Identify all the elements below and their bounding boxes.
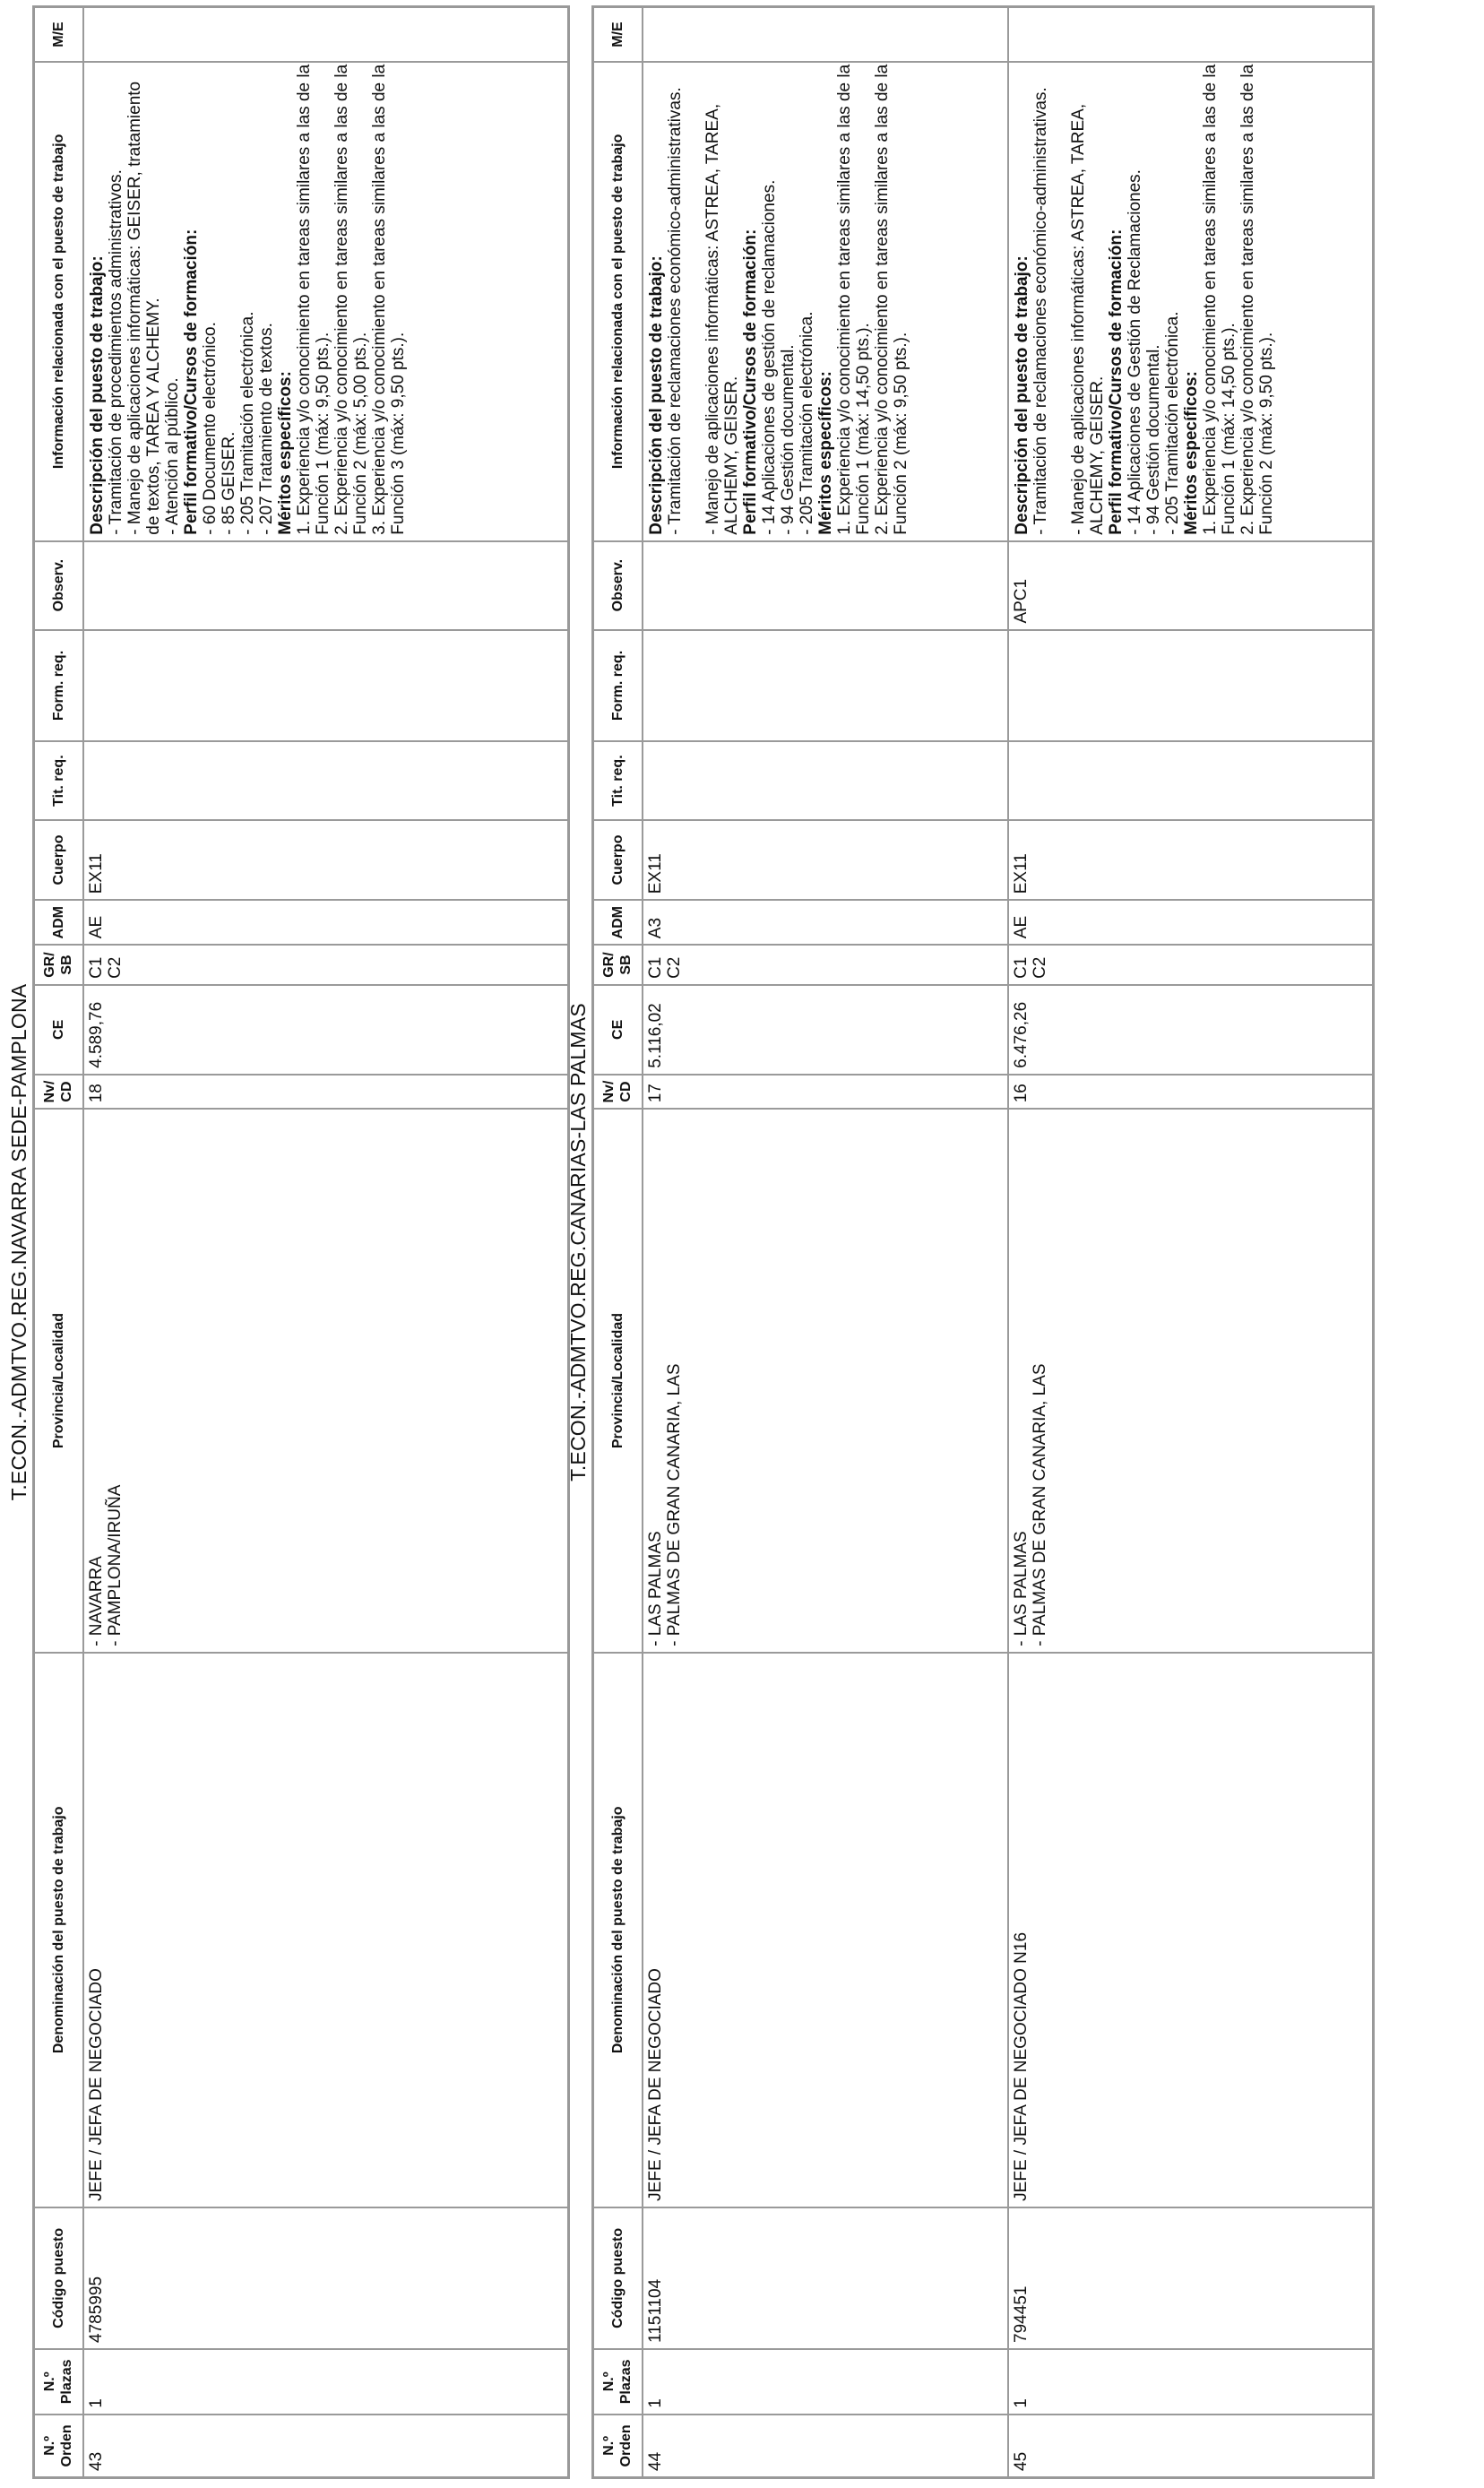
info-line: - 85 GEISER. (219, 431, 238, 535)
me-cell (83, 7, 569, 62)
info-line: - 60 Documento electrónico. (200, 322, 220, 535)
positions-table (591, 5, 1375, 2479)
header-cuerpo: Cuerpo (593, 820, 643, 900)
gr-sb-cell (643, 945, 1008, 985)
header-info: Información relacionada con el puesto de trabajo (34, 62, 83, 541)
provincia-text: - LAS PALMAS (1011, 1531, 1031, 1646)
info-line: - 94 Gestión documental. (1143, 344, 1163, 535)
nivel-cell: 16 (1008, 1075, 1374, 1109)
plazas-cell: 1 (83, 2349, 569, 2415)
plazas-cell: 1 (643, 2349, 1008, 2415)
info-line: Función 2 (máx: 5,00 pts.). (350, 332, 370, 535)
info-line: - 94 Gestión documental. (778, 344, 798, 535)
form-cell (1008, 630, 1374, 742)
me-cell (1008, 7, 1374, 62)
header-orden: N.º Orden (34, 2415, 83, 2478)
nivel-cell: 18 (83, 1075, 569, 1109)
info-line: Función 1 (máx: 14,50 pts.). (1219, 323, 1238, 535)
info-line: 2. Experiencia y/o conocimiento en tareas similares a las de la (872, 64, 892, 535)
info-heading: Perfil formativo/Cursos de formación: (1106, 229, 1126, 535)
table-row (643, 7, 1008, 2478)
info-line: 2. Experiencia y/o conocimiento en tareas similares a las de la (1238, 64, 1257, 535)
info-heading: Descripción del puesto de trabajo: (87, 255, 107, 535)
header-plazas: N.º Plazas (593, 2349, 643, 2415)
header-form: Form. req. (593, 630, 643, 742)
info-cell (643, 62, 1008, 541)
section-title: T.ECON.-ADMTVO.REG.NAVARRA SEDE-PAMPLONA (7, 983, 30, 1501)
header-codigo: Código puesto (593, 2207, 643, 2349)
codigo-cell: 794451 (1008, 2207, 1374, 2349)
info-line: - 14 Aplicaciones de gestión de reclamaciones. (759, 179, 779, 535)
form-cell (643, 630, 1008, 742)
adm-cell: A3 (643, 900, 1008, 945)
info-heading: Perfil formativo/Cursos de formación: (740, 229, 760, 535)
sb-text: C2 (105, 956, 125, 979)
ce-cell: 5.116,02 (643, 985, 1008, 1075)
gr-sb-cell (83, 945, 569, 985)
info-cell (1008, 62, 1374, 541)
info-line: - Manejo de aplicaciones informáticas: ASTREA, TAREA, (703, 103, 722, 535)
nivel-cell: 17 (643, 1075, 1008, 1109)
table-header-row (593, 7, 643, 2478)
positions-table (32, 5, 570, 2479)
info-line: - Atención al público. (162, 377, 182, 535)
header-me: M/E (34, 7, 83, 62)
header-denominacion: Denominación del puesto de trabajo (593, 1653, 643, 2207)
info-line: - 205 Tramitación electrónica. (237, 311, 257, 535)
orden-cell: 43 (83, 2415, 569, 2478)
info-line: - Manejo de aplicaciones informáticas: GEISER, tratamiento (125, 81, 144, 535)
info-line: de textos, TAREA Y ALCHEMY. (143, 298, 163, 535)
info-heading: Descripción del puesto de trabajo: (1012, 255, 1031, 535)
info-heading: Méritos específicos: (815, 371, 835, 535)
observ-cell (83, 541, 569, 630)
ce-cell: 4.589,76 (83, 985, 569, 1075)
header-provincia: Provincia/Localidad (593, 1109, 643, 1653)
header-ce: CE (593, 985, 643, 1075)
info-line: 3. Experiencia y/o conocimiento en tareas similares a las de la (369, 64, 389, 535)
observ-cell (643, 541, 1008, 630)
orden-cell: 44 (643, 2415, 1008, 2478)
me-cell (643, 7, 1008, 62)
info-line: ALCHEMY, GEISER. (721, 376, 741, 535)
info-line: - Tramitación de reclamaciones económico-administrativas. (1031, 87, 1050, 535)
codigo-cell: 1151104 (643, 2207, 1008, 2349)
section-title: T.ECON.-ADMTVO.REG.CANARIAS-LAS PALMAS (566, 1003, 590, 1482)
info-line: - 14 Aplicaciones de Gestión de Reclamaciones. (1125, 169, 1144, 535)
info-line: - Tramitación de reclamaciones económico-administrativas. (665, 87, 685, 535)
provincia-text: - NAVARRA (86, 1556, 106, 1646)
header-info: Información relacionada con el puesto de trabajo (593, 62, 643, 541)
header-adm: ADM (34, 900, 83, 945)
cuerpo-cell: EX11 (1008, 820, 1374, 900)
gr-text: C1 (1011, 956, 1031, 979)
header-ce: CE (34, 985, 83, 1075)
header-plazas: N.º Plazas (34, 2349, 83, 2415)
denominacion-cell: JEFE / JEFA DE NEGOCIADO (83, 1653, 569, 2207)
tit-cell (643, 741, 1008, 819)
info-line: ALCHEMY, GEISER. (1087, 376, 1107, 535)
tit-cell (83, 741, 569, 819)
header-provincia: Provincia/Localidad (34, 1109, 83, 1653)
info-line: Función 2 (máx: 9,50 pts.). (891, 332, 910, 535)
provincia-text: - LAS PALMAS (645, 1531, 665, 1646)
header-gr-sb: GR/ SB (34, 945, 83, 985)
header-nivel: Nv/ CD (593, 1075, 643, 1109)
info-heading: Perfil formativo/Cursos de formación: (181, 229, 201, 535)
ce-cell: 6.476,26 (1008, 985, 1374, 1075)
header-codigo: Código puesto (34, 2207, 83, 2349)
header-orden: N.º Orden (593, 2415, 643, 2478)
provincia-cell (83, 1109, 569, 1653)
adm-cell: AE (83, 900, 569, 945)
info-heading: Méritos específicos: (1181, 371, 1201, 535)
info-line: - 207 Tratamiento de textos. (256, 323, 276, 535)
gr-sb-cell (1008, 945, 1374, 985)
form-cell (83, 630, 569, 742)
info-line: - Tramitación de procedimientos administrativos. (106, 169, 125, 535)
denominacion-cell: JEFE / JEFA DE NEGOCIADO N16 (1008, 1653, 1374, 2207)
denominacion-cell: JEFE / JEFA DE NEGOCIADO (643, 1653, 1008, 2207)
info-line: Función 1 (máx: 14,50 pts.). (853, 323, 873, 535)
info-line: - Manejo de aplicaciones informáticas: ASTREA, TAREA, (1068, 103, 1088, 535)
orden-cell: 45 (1008, 2415, 1374, 2478)
info-line: Función 3 (máx: 9,50 pts.). (388, 332, 408, 535)
info-line: 1. Experiencia y/o conocimiento en tareas similares a las de la (1200, 64, 1220, 535)
header-adm: ADM (593, 900, 643, 945)
info-heading: Méritos específicos: (275, 371, 295, 535)
cuerpo-cell: EX11 (83, 820, 569, 900)
adm-cell: AE (1008, 900, 1374, 945)
info-line (685, 68, 703, 535)
table-row (1008, 7, 1374, 2478)
info-line: - 205 Tramitación electrónica. (1162, 311, 1182, 535)
header-nivel: Nv/ CD (34, 1075, 83, 1109)
cuerpo-cell: EX11 (643, 820, 1008, 900)
info-line: Función 1 (máx: 9,50 pts.). (313, 332, 332, 535)
provincia-cell (643, 1109, 1008, 1653)
info-cell (83, 62, 569, 541)
table-header-row (34, 7, 83, 2478)
table-row (83, 7, 569, 2478)
info-line (1050, 68, 1069, 535)
tit-cell (1008, 741, 1374, 819)
info-line: 1. Experiencia y/o conocimiento en tareas similares a las de la (294, 64, 314, 535)
info-line: 2. Experiencia y/o conocimiento en tareas similares a las de la (332, 64, 351, 535)
header-tit: Tit. req. (34, 741, 83, 819)
localidad-text: - PALMAS DE GRAN CANARIA, LAS (664, 1363, 684, 1646)
header-observ: Observ. (593, 541, 643, 630)
info-line: Función 2 (máx: 9,50 pts.). (1256, 332, 1276, 535)
info-line: - 205 Tramitación electrónica. (797, 311, 816, 535)
codigo-cell: 4785995 (83, 2207, 569, 2349)
info-heading: Descripción del puesto de trabajo: (646, 255, 666, 535)
localidad-text: - PAMPLONA/IRUÑA (105, 1484, 125, 1646)
header-me: M/E (593, 7, 643, 62)
info-line: 1. Experiencia y/o conocimiento en tareas similares a las de la (834, 64, 854, 535)
header-denominacion: Denominación del puesto de trabajo (34, 1653, 83, 2207)
sb-text: C2 (1030, 956, 1049, 979)
header-form: Form. req. (34, 630, 83, 742)
header-gr-sb: GR/ SB (593, 945, 643, 985)
observ-cell: APC1 (1008, 541, 1374, 630)
gr-text: C1 (645, 956, 665, 979)
header-tit: Tit. req. (593, 741, 643, 819)
header-cuerpo: Cuerpo (34, 820, 83, 900)
provincia-cell (1008, 1109, 1374, 1653)
header-observ: Observ. (34, 541, 83, 630)
gr-text: C1 (86, 956, 106, 979)
plazas-cell: 1 (1008, 2349, 1374, 2415)
sb-text: C2 (664, 956, 684, 979)
localidad-text: - PALMAS DE GRAN CANARIA, LAS (1030, 1363, 1049, 1646)
